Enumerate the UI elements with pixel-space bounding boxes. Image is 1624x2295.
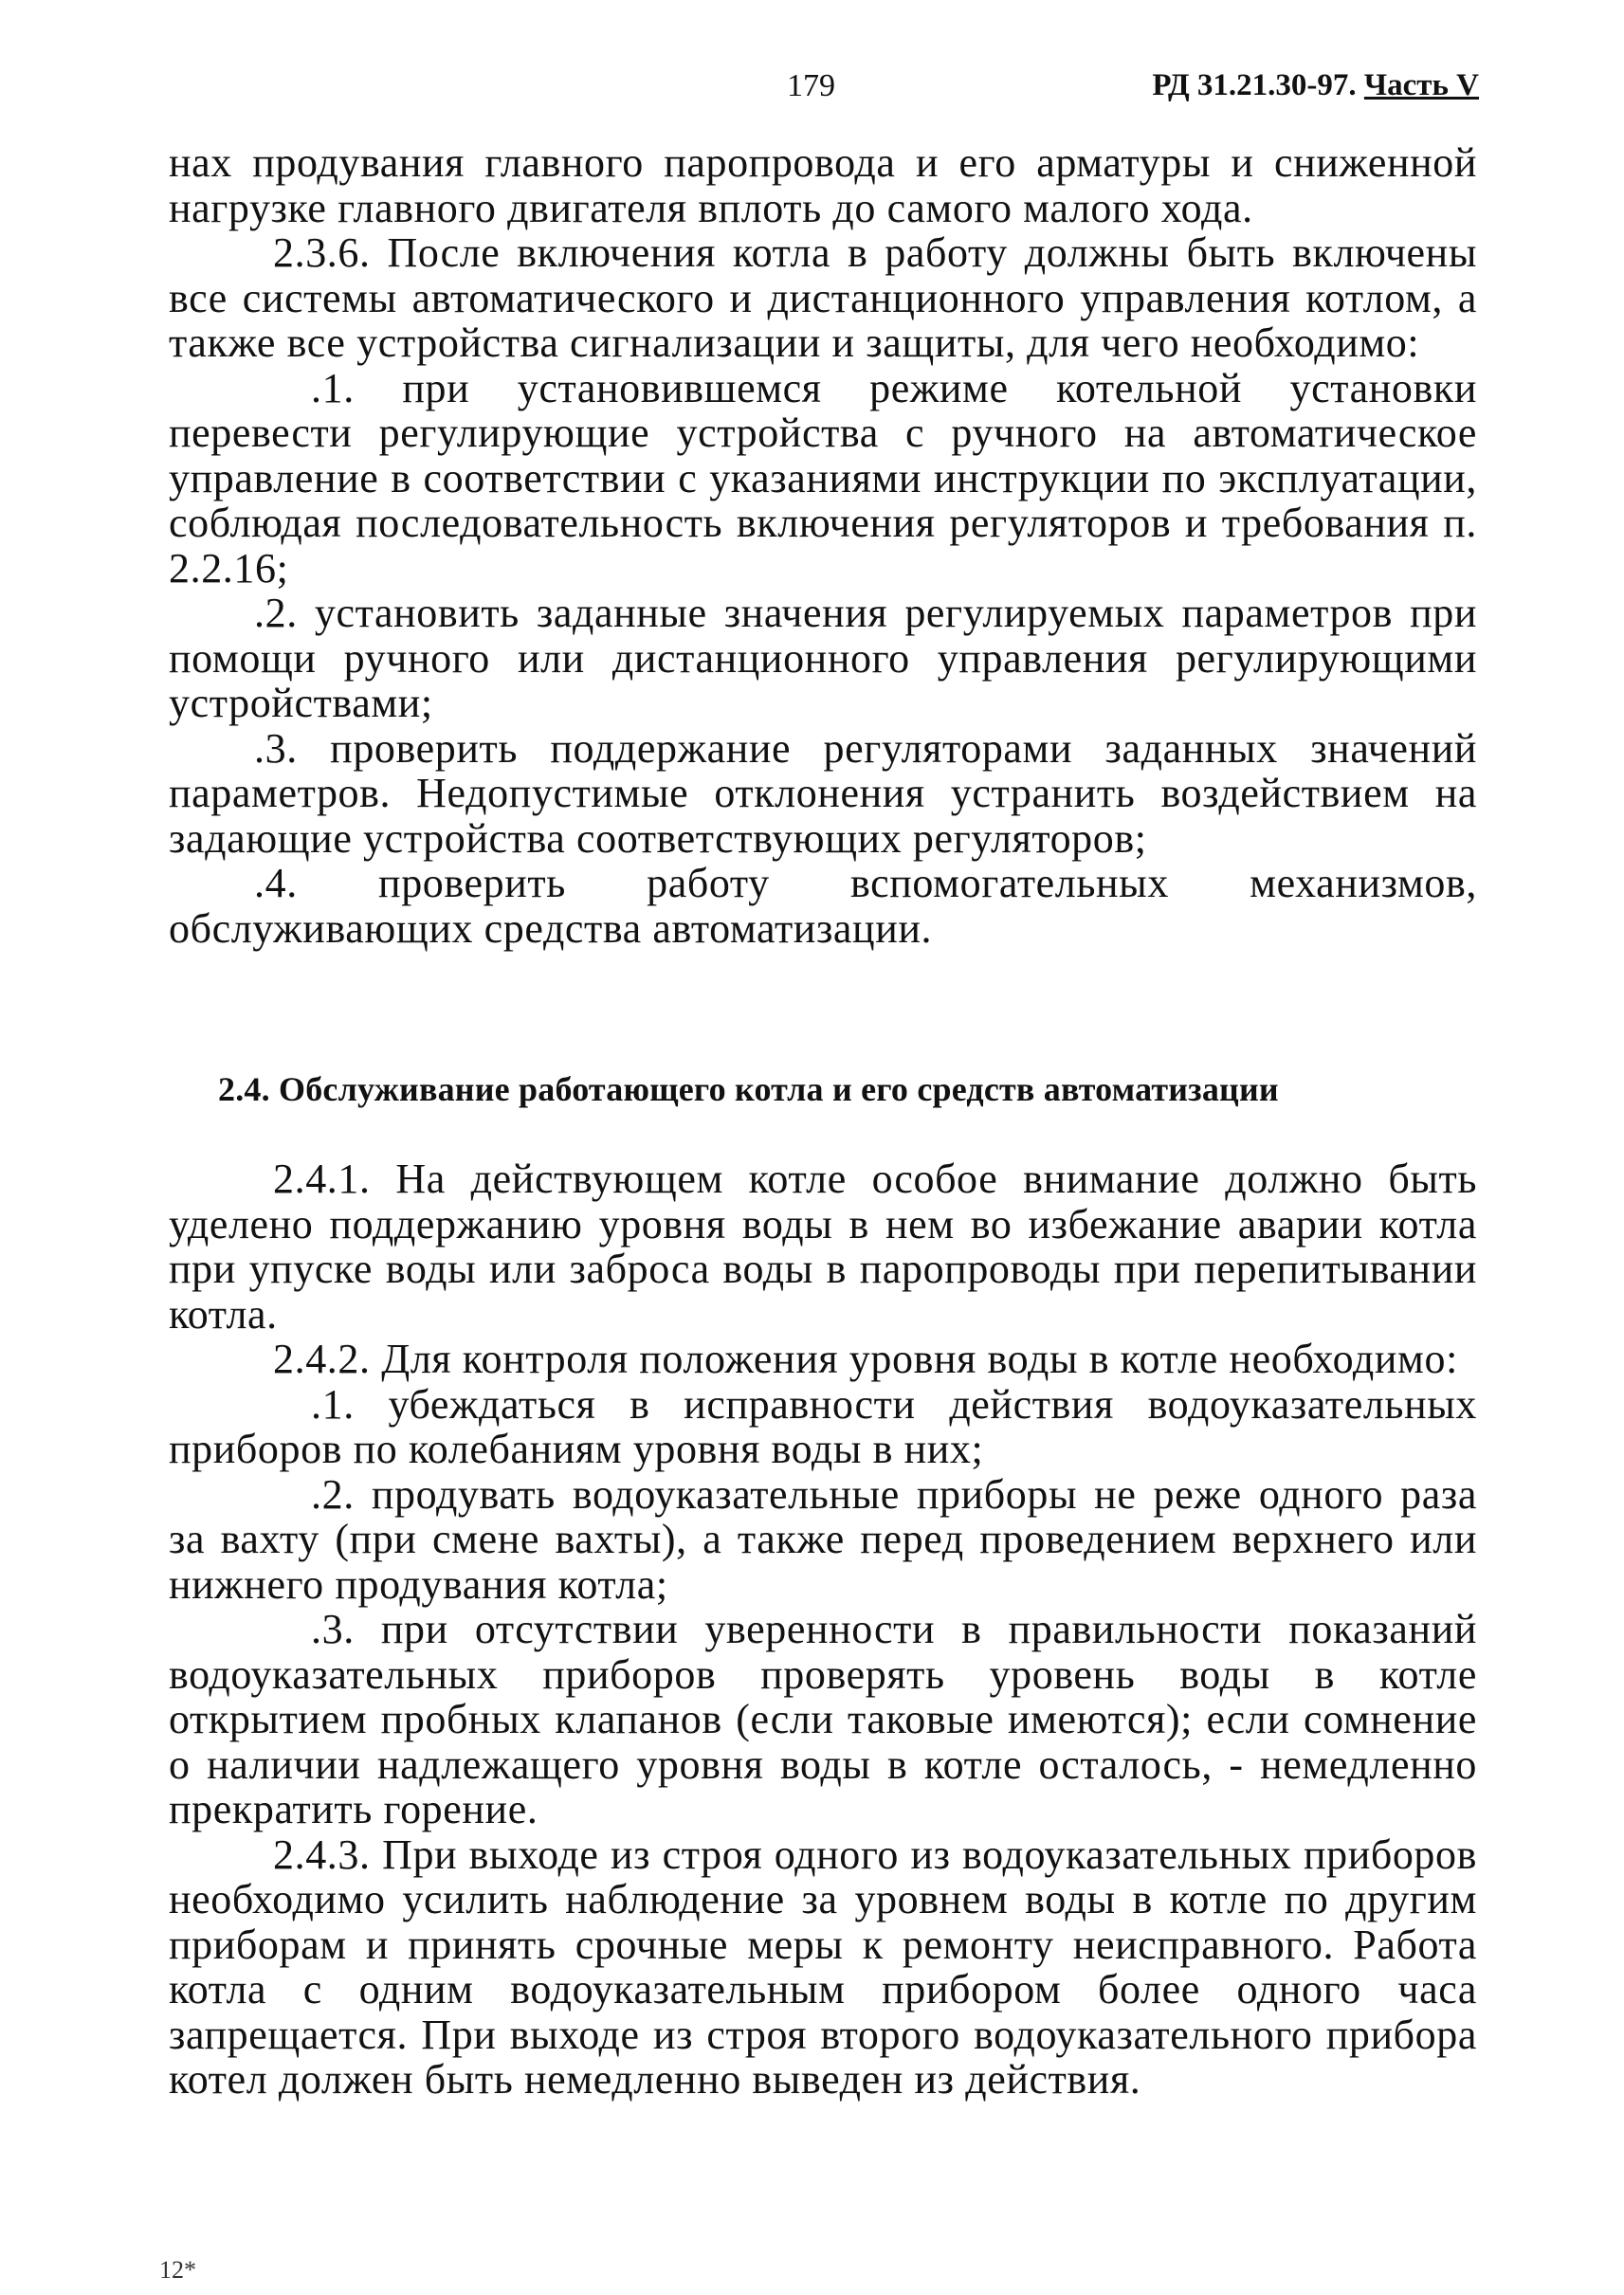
document-part: Часть V <box>1363 68 1479 102</box>
running-head <box>1152 68 1479 103</box>
body-text-top <box>169 140 1477 951</box>
page-header <box>152 68 1479 125</box>
list-item: .3. при отсутствии уверенности в правильности показаний водоуказательных приборов проверять уровень воды в котле открытием пробных клапанов (если таковые имеются); если сомнение о наличии надлежащего уровня воды в котле осталось, - немедленно прекратить горение. <box>169 1606 1477 1832</box>
section-heading: 2.4. Обслуживание работающего котла и его средств автоматизации <box>218 1070 1279 1108</box>
footer-mark: 12* <box>159 2256 196 2284</box>
list-item: .3. проверить поддержание регуляторами заданных значений параметров. Недопустимые отклонения устранить воздействием на задающие устройства соответствующих регуляторов; <box>169 724 1477 862</box>
list-item: .4. проверить работу вспомогательных механизмов, обслуживающих средства автоматизации. <box>169 860 1477 952</box>
list-item: .2. установить заданные значения регулируемых параметров при помощи ручного или дистанционного управления регулирующими устройствами; <box>169 590 1477 726</box>
body-text-bottom <box>169 1157 1477 2103</box>
document-code: РД 31.21.30-97. <box>1152 68 1357 102</box>
paragraph: 2.4.2. Для контроля положения уровня воды в котле необходимо: <box>273 1336 1458 1382</box>
page-number: 179 <box>787 68 835 103</box>
paragraph: 2.4.1. На действующем котле особое внимание должно быть уделено поддержанию уровня воды в нем во избежание аварии котла при упуске воды или заброса воды в паропроводы при перепитывании котла. <box>169 1156 1477 1338</box>
paragraph: 2.4.3. При выходе из строя одного из водоуказательных приборов необходимо усилить наблюдение за уровнем воды в котле по другим приборам и принять срочные меры к ремонту неисправного. Работа котла с одним водоуказательным прибором более одного часа запрещается. При выходе из строя второго водоуказательного прибора котел должен быть немедленно выведен из действия. <box>169 1831 1477 2103</box>
list-item: .1. при установившемся режиме котельной установки перевести регулирующие устройства с ручного на автоматическое управление в соответствии с указаниями инструкции по эксплуатации, соблюдая последовательность включения регуляторов и требования п. 2.2.16; <box>169 364 1477 592</box>
paragraph: 2.3.6. После включения котла в работу должны быть включены все системы автоматического и дистанционного управления котлом, а также все устройства сигнализации и защиты, для чего необходимо: <box>169 229 1477 366</box>
list-item: .2. продувать водоуказательные приборы не реже одного раза за вахту (при смене вахты), а также перед проведением верхнего или нижнего продувания котла; <box>169 1470 1477 1608</box>
list-item: .1. убеждаться в исправности действия водоуказательных приборов по колебаниям уровня воды в них; <box>169 1380 1477 1472</box>
paragraph: нах продувания главного паропровода и его арматуры и сниженной нагрузке главного двигателя вплоть до самого малого хода. <box>169 139 1477 231</box>
